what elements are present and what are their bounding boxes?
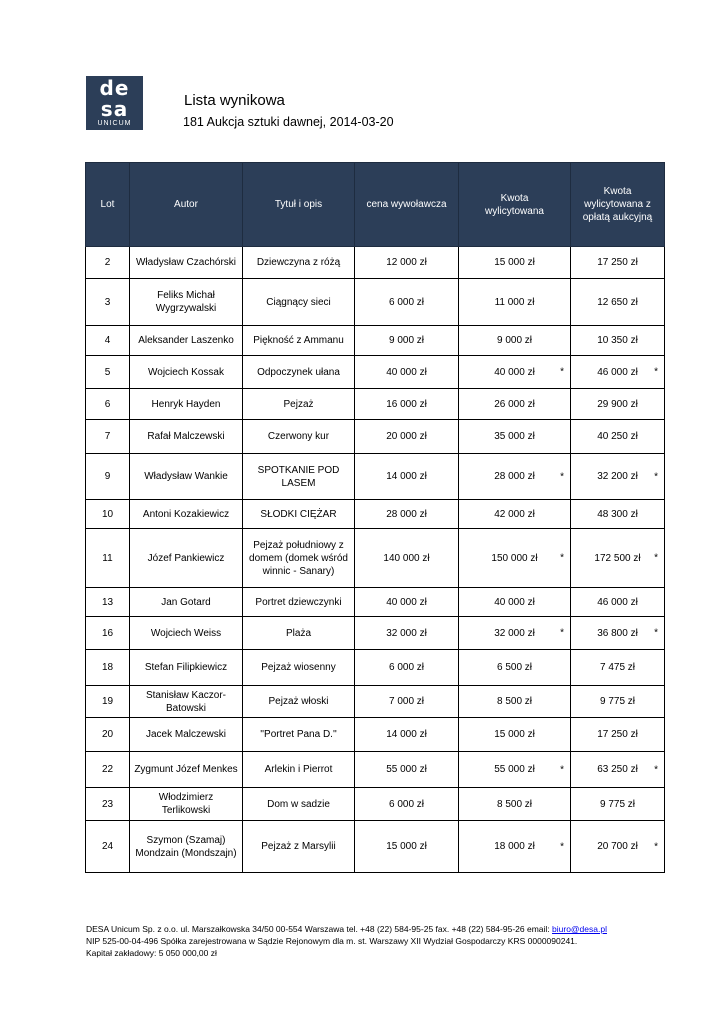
cell-title bbox=[243, 420, 355, 454]
results-table bbox=[85, 162, 665, 873]
cell-title-text: Portret dziewczynki bbox=[255, 596, 342, 608]
cell-total-price-text: 7 475 zł bbox=[599, 662, 636, 673]
cell-title-text: Pejzaż włoski bbox=[268, 696, 329, 707]
note-asterisk: * bbox=[560, 366, 564, 378]
cell-lot-text: 9 bbox=[104, 471, 111, 482]
cell-author bbox=[130, 529, 243, 588]
cell-title-text: Dziewczyna z różą bbox=[256, 257, 341, 268]
cell-title bbox=[243, 247, 355, 279]
cell-author-text: Władysław Czachórski bbox=[135, 257, 237, 268]
cell-start-price bbox=[355, 247, 459, 279]
cell-sold-price-text: 32 000 zł bbox=[494, 627, 535, 639]
cell-total-price bbox=[571, 752, 665, 788]
cell-sold-price bbox=[459, 529, 571, 588]
cell-title-text: Pejzaż bbox=[283, 398, 314, 410]
cell-sold-price-text: 40 000 zł bbox=[494, 366, 535, 378]
cell-lot-text: 6 bbox=[104, 398, 111, 410]
logo-sub: UNICUM bbox=[97, 120, 132, 127]
cell-start-price bbox=[355, 420, 459, 454]
cell-total-price bbox=[571, 389, 665, 420]
cell-lot-text: 18 bbox=[101, 662, 114, 673]
table-row bbox=[86, 326, 665, 356]
cell-sold-price-text: 15 000 zł bbox=[494, 729, 535, 740]
page-title: Lista wynikowa bbox=[184, 92, 285, 109]
cell-sold-price bbox=[459, 686, 571, 718]
cell-title bbox=[243, 617, 355, 650]
cell-sold-price bbox=[459, 247, 571, 279]
cell-lot-text: 13 bbox=[101, 596, 114, 608]
cell-sold-price bbox=[459, 821, 571, 873]
cell-title bbox=[243, 326, 355, 356]
cell-title-text: Pejzaż wiosenny bbox=[261, 662, 336, 673]
cell-total-price bbox=[571, 788, 665, 821]
table-row bbox=[86, 617, 665, 650]
cell-author bbox=[130, 279, 243, 326]
cell-lot bbox=[86, 788, 130, 821]
cell-author bbox=[130, 420, 243, 454]
table-body bbox=[86, 247, 665, 873]
cell-title bbox=[243, 650, 355, 686]
cell-lot bbox=[86, 454, 130, 500]
cell-title bbox=[243, 588, 355, 617]
cell-total-price-text: 172 500 zł bbox=[594, 552, 641, 564]
cell-sold-price bbox=[459, 788, 571, 821]
cell-title-text: Odpoczynek ułana bbox=[257, 366, 340, 378]
cell-sold-price-text: 40 000 zł bbox=[494, 596, 535, 608]
cell-total-price bbox=[571, 500, 665, 529]
cell-title-text: Piękność z Ammanu bbox=[253, 335, 344, 346]
cell-total-price bbox=[571, 529, 665, 588]
cell-author-text: Feliks Michał Wygrzywalski bbox=[155, 290, 217, 314]
cell-start-price-text: 28 000 zł bbox=[386, 508, 427, 520]
cell-title bbox=[243, 356, 355, 389]
cell-total-price bbox=[571, 356, 665, 389]
header-total-price: Kwota wylicytowana z opłatą aukcyjną bbox=[571, 163, 665, 247]
cell-author bbox=[130, 588, 243, 617]
cell-lot-text: 19 bbox=[101, 696, 114, 707]
cell-total-price bbox=[571, 279, 665, 326]
cell-title-text: Plaża bbox=[285, 627, 311, 639]
cell-sold-price-text: 55 000 zł bbox=[494, 764, 535, 775]
cell-start-price-text: 15 000 zł bbox=[386, 841, 427, 852]
cell-total-price-text: 9 775 zł bbox=[599, 696, 636, 707]
cell-total-price-text: 40 250 zł bbox=[597, 431, 638, 442]
cell-total-price bbox=[571, 420, 665, 454]
cell-total-price bbox=[571, 650, 665, 686]
cell-author bbox=[130, 752, 243, 788]
cell-total-price-text: 17 250 zł bbox=[597, 257, 638, 268]
cell-author-text: Szymon (Szamaj) Mondzain (Mondszajn) bbox=[135, 834, 237, 859]
cell-sold-price-text: 26 000 zł bbox=[494, 398, 535, 410]
cell-total-price-text: 12 650 zł bbox=[597, 296, 638, 308]
cell-sold-price bbox=[459, 588, 571, 617]
table-row bbox=[86, 718, 665, 752]
cell-total-price-text: 32 200 zł bbox=[597, 471, 638, 482]
cell-lot bbox=[86, 821, 130, 873]
cell-total-price bbox=[571, 588, 665, 617]
cell-title-text: Dom w sadzie bbox=[267, 798, 330, 810]
cell-title-text: Arlekin i Pierrot bbox=[264, 764, 333, 775]
cell-author bbox=[130, 686, 243, 718]
cell-total-price-text: 20 700 zł bbox=[597, 841, 638, 852]
cell-title-text: Pejzaż z Marsylii bbox=[261, 841, 336, 852]
cell-author-text: Włodzimierz Terlikowski bbox=[158, 792, 214, 816]
cell-start-price-text: 14 000 zł bbox=[386, 729, 427, 740]
note-asterisk: * bbox=[560, 764, 564, 775]
table-row bbox=[86, 356, 665, 389]
cell-total-price-text: 10 350 zł bbox=[597, 335, 638, 346]
note-asterisk: * bbox=[654, 552, 658, 564]
cell-sold-price bbox=[459, 389, 571, 420]
cell-title-text: Czerwony kur bbox=[267, 431, 330, 442]
header-author: Autor bbox=[130, 163, 243, 247]
page-subtitle: 181 Aukcja sztuki dawnej, 2014-03-20 bbox=[183, 115, 394, 129]
cell-sold-price-text: 9 000 zł bbox=[496, 335, 533, 346]
cell-lot-text: 24 bbox=[101, 841, 114, 852]
cell-start-price bbox=[355, 617, 459, 650]
cell-author bbox=[130, 617, 243, 650]
footer-line-2: NIP 525-00-04-496 Spółka zarejestrowana w Sądzie Rejonowym dla m. st. Warszawy XII Wydział Gospodarczy KRS 0000090241. bbox=[86, 936, 578, 946]
cell-lot bbox=[86, 686, 130, 718]
cell-start-price bbox=[355, 821, 459, 873]
cell-sold-price-text: 15 000 zł bbox=[494, 257, 535, 268]
cell-start-price-text: 40 000 zł bbox=[386, 596, 427, 608]
cell-sold-price-text: 35 000 zł bbox=[494, 431, 535, 442]
cell-author-text: Wojciech Weiss bbox=[150, 627, 222, 639]
cell-start-price-text: 14 000 zł bbox=[386, 471, 427, 482]
cell-sold-price-text: 6 500 zł bbox=[496, 662, 533, 673]
table-row bbox=[86, 588, 665, 617]
cell-sold-price bbox=[459, 617, 571, 650]
cell-author-text: Józef Pankiewicz bbox=[147, 552, 225, 564]
cell-title bbox=[243, 788, 355, 821]
cell-lot bbox=[86, 356, 130, 389]
cell-lot bbox=[86, 326, 130, 356]
cell-start-price bbox=[355, 650, 459, 686]
cell-start-price bbox=[355, 326, 459, 356]
email-link[interactable]: biuro@desa.pl bbox=[552, 924, 607, 934]
cell-title bbox=[243, 821, 355, 873]
cell-title bbox=[243, 500, 355, 529]
cell-title bbox=[243, 686, 355, 718]
cell-title bbox=[243, 389, 355, 420]
cell-author-text: Zygmunt Józef Menkes bbox=[134, 764, 238, 775]
table-row bbox=[86, 420, 665, 454]
cell-lot-text: 10 bbox=[101, 508, 114, 520]
cell-lot-text: 23 bbox=[101, 798, 114, 810]
cell-author-text: Henryk Hayden bbox=[151, 398, 221, 410]
logo-mark-top: de bbox=[99, 76, 130, 100]
cell-sold-price bbox=[459, 752, 571, 788]
cell-title bbox=[243, 718, 355, 752]
cell-author-text: Rafał Malczewski bbox=[147, 431, 225, 442]
cell-start-price-text: 140 000 zł bbox=[383, 552, 430, 564]
cell-lot bbox=[86, 650, 130, 686]
footer bbox=[86, 923, 607, 959]
cell-lot bbox=[86, 752, 130, 788]
cell-lot-text: 2 bbox=[104, 257, 111, 268]
table-row bbox=[86, 279, 665, 326]
note-asterisk: * bbox=[560, 471, 564, 482]
cell-lot bbox=[86, 279, 130, 326]
footer-company-address: DESA Unicum Sp. z o.o. ul. Marszałkowska 34/50 00-554 Warszawa tel. +48 (22) 584-95-25 fax. +48 (22) 584-95-26 email: bbox=[86, 924, 553, 934]
cell-start-price bbox=[355, 389, 459, 420]
cell-lot bbox=[86, 529, 130, 588]
cell-start-price bbox=[355, 356, 459, 389]
cell-lot bbox=[86, 500, 130, 529]
cell-start-price-text: 7 000 zł bbox=[388, 696, 425, 707]
cell-start-price-text: 20 000 zł bbox=[386, 431, 427, 442]
cell-start-price bbox=[355, 686, 459, 718]
cell-start-price bbox=[355, 788, 459, 821]
table-row bbox=[86, 247, 665, 279]
desa-unicum-logo bbox=[86, 76, 143, 130]
cell-sold-price-text: 42 000 zł bbox=[494, 508, 535, 520]
cell-sold-price-text: 150 000 zł bbox=[491, 552, 538, 564]
table-row bbox=[86, 389, 665, 420]
cell-title-text: SPOTKANIE POD LASEM bbox=[257, 464, 340, 489]
cell-start-price-text: 32 000 zł bbox=[386, 627, 427, 639]
table-row bbox=[86, 650, 665, 686]
cell-start-price bbox=[355, 529, 459, 588]
cell-sold-price-text: 8 500 zł bbox=[496, 696, 533, 707]
cell-sold-price bbox=[459, 718, 571, 752]
cell-sold-price bbox=[459, 420, 571, 454]
cell-total-price-text: 36 800 zł bbox=[597, 627, 638, 639]
cell-title bbox=[243, 279, 355, 326]
cell-author-text: Antoni Kozakiewicz bbox=[142, 508, 230, 520]
cell-start-price bbox=[355, 500, 459, 529]
cell-author bbox=[130, 356, 243, 389]
cell-lot bbox=[86, 247, 130, 279]
cell-lot bbox=[86, 617, 130, 650]
cell-lot-text: 4 bbox=[104, 335, 111, 346]
table-header-row bbox=[86, 163, 665, 247]
cell-start-price-text: 9 000 zł bbox=[388, 335, 425, 346]
cell-start-price-text: 6 000 zł bbox=[388, 296, 425, 308]
cell-sold-price-text: 11 000 zł bbox=[494, 296, 535, 308]
cell-total-price-text: 46 000 zł bbox=[597, 366, 638, 378]
cell-start-price-text: 40 000 zł bbox=[386, 366, 427, 378]
header-title: Tytuł i opis bbox=[243, 163, 355, 247]
cell-sold-price-text: 28 000 zł bbox=[494, 471, 535, 482]
cell-total-price-text: 9 775 zł bbox=[599, 798, 636, 810]
cell-author bbox=[130, 389, 243, 420]
cell-lot-text: 3 bbox=[104, 296, 111, 308]
cell-author bbox=[130, 247, 243, 279]
cell-sold-price-text: 18 000 zł bbox=[494, 841, 535, 852]
cell-total-price bbox=[571, 454, 665, 500]
cell-total-price bbox=[571, 326, 665, 356]
cell-start-price-text: 55 000 zł bbox=[386, 764, 427, 775]
table-row bbox=[86, 752, 665, 788]
cell-lot-text: 22 bbox=[101, 764, 114, 775]
cell-start-price bbox=[355, 279, 459, 326]
cell-total-price bbox=[571, 617, 665, 650]
cell-lot-text: 20 bbox=[101, 729, 114, 740]
cell-title-text: Ciągnący sieci bbox=[266, 296, 331, 308]
cell-lot bbox=[86, 389, 130, 420]
note-asterisk: * bbox=[560, 841, 564, 852]
cell-author-text: Jacek Malczewski bbox=[145, 729, 227, 740]
cell-author bbox=[130, 718, 243, 752]
cell-total-price-text: 17 250 zł bbox=[597, 729, 638, 740]
cell-author bbox=[130, 500, 243, 529]
cell-sold-price bbox=[459, 356, 571, 389]
header-lot: Lot bbox=[86, 163, 130, 247]
cell-total-price bbox=[571, 686, 665, 718]
logo-mark-bottom: sa bbox=[100, 97, 129, 121]
cell-lot-text: 5 bbox=[104, 366, 111, 378]
cell-title-text: SŁODKI CIĘŻAR bbox=[260, 508, 337, 520]
cell-start-price-text: 16 000 zł bbox=[386, 398, 427, 410]
cell-title bbox=[243, 454, 355, 500]
table-row bbox=[86, 529, 665, 588]
cell-title-text: Pejzaż południowy z domem (domek wśród winnic - Sanary) bbox=[249, 539, 348, 577]
note-asterisk: * bbox=[560, 627, 564, 639]
cell-sold-price bbox=[459, 279, 571, 326]
cell-start-price-text: 6 000 zł bbox=[388, 662, 425, 673]
cell-start-price bbox=[355, 454, 459, 500]
header-sold-price: Kwota wylicytowana bbox=[459, 163, 571, 247]
table-row bbox=[86, 454, 665, 500]
cell-lot bbox=[86, 420, 130, 454]
cell-total-price-text: 29 900 zł bbox=[597, 398, 638, 410]
cell-sold-price bbox=[459, 650, 571, 686]
cell-author-text: Władysław Wankie bbox=[144, 471, 228, 482]
cell-author bbox=[130, 821, 243, 873]
note-asterisk: * bbox=[560, 552, 564, 564]
table-row bbox=[86, 788, 665, 821]
cell-start-price-text: 6 000 zł bbox=[388, 798, 425, 810]
cell-lot-text: 11 bbox=[102, 552, 113, 564]
cell-sold-price bbox=[459, 500, 571, 529]
header-start-price: cena wywoławcza bbox=[355, 163, 459, 247]
note-asterisk: * bbox=[654, 627, 658, 639]
cell-author-text: Aleksander Laszenko bbox=[138, 335, 234, 346]
cell-author bbox=[130, 650, 243, 686]
cell-start-price bbox=[355, 588, 459, 617]
note-asterisk: * bbox=[654, 764, 658, 775]
cell-author-text: Wojciech Kossak bbox=[148, 366, 224, 378]
footer-line-1 bbox=[86, 923, 607, 935]
cell-lot bbox=[86, 588, 130, 617]
table-row bbox=[86, 500, 665, 529]
cell-total-price bbox=[571, 821, 665, 873]
cell-start-price bbox=[355, 718, 459, 752]
cell-sold-price bbox=[459, 326, 571, 356]
cell-total-price-text: 48 300 zł bbox=[597, 508, 638, 520]
cell-author-text: Stanisław Kaczor-Batowski bbox=[145, 689, 227, 714]
cell-lot-text: 16 bbox=[101, 627, 114, 639]
cell-sold-price-text: 8 500 zł bbox=[496, 798, 533, 810]
cell-start-price-text: 12 000 zł bbox=[386, 257, 427, 268]
cell-author bbox=[130, 326, 243, 356]
cell-title bbox=[243, 752, 355, 788]
cell-author bbox=[130, 454, 243, 500]
cell-lot-text: 7 bbox=[104, 431, 111, 442]
cell-title bbox=[243, 529, 355, 588]
cell-start-price bbox=[355, 752, 459, 788]
cell-total-price bbox=[571, 247, 665, 279]
cell-sold-price bbox=[459, 454, 571, 500]
cell-total-price-text: 63 250 zł bbox=[597, 764, 638, 775]
table-row bbox=[86, 686, 665, 718]
footer-line-3: Kapitał zakładowy: 5 050 000,00 zł bbox=[86, 948, 217, 958]
cell-title-text: ''Portret Pana D.'' bbox=[260, 729, 337, 740]
cell-author-text: Jan Gotard bbox=[161, 596, 211, 608]
note-asterisk: * bbox=[654, 471, 658, 482]
cell-total-price-text: 46 000 zł bbox=[597, 596, 638, 608]
cell-author bbox=[130, 788, 243, 821]
note-asterisk: * bbox=[654, 841, 658, 852]
cell-author-text: Stefan Filipkiewicz bbox=[144, 662, 228, 673]
note-asterisk: * bbox=[654, 366, 658, 378]
cell-total-price bbox=[571, 718, 665, 752]
table-row bbox=[86, 821, 665, 873]
cell-lot bbox=[86, 718, 130, 752]
